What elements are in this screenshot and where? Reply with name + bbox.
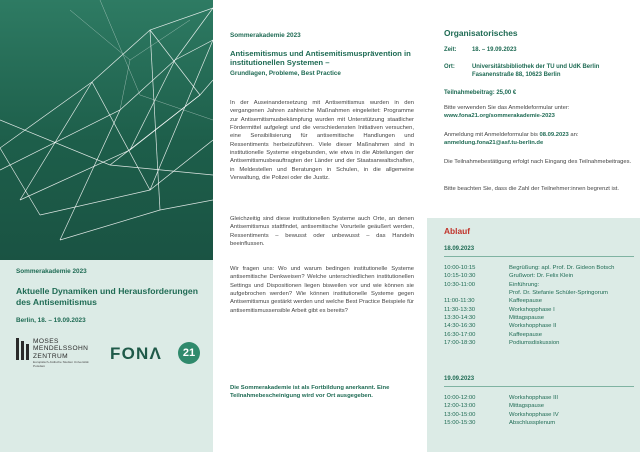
intro-title: Antisemitismus und Antisemitismusprävention in institutionellen Systemen – <box>230 49 411 68</box>
schedule-activity: Mittagspause <box>509 403 545 410</box>
form-text: Bitte verwenden Sie das Anmeldeformular unter: <box>444 105 570 111</box>
confirmation-text: Die Teilnahmebestätigung erfolgt nach Eingang des Teilnahmebeitrages. <box>444 159 632 165</box>
schedule-time: 17:00-18:30 <box>444 340 476 347</box>
schedule-activity: Prof. Dr. Stefanie Schüler-Springorum <box>509 290 608 297</box>
wireframe-illustration <box>0 0 213 260</box>
day-1-date: 18.09.2023 <box>444 246 475 252</box>
schedule-activity: Kaffeepause <box>509 298 542 305</box>
schedule-time: 10:30-11:00 <box>444 281 476 288</box>
place-value-1: Universitätsbibliothek der TU und UdK Berlin <box>472 64 600 70</box>
schedule-time: 13:30-14:30 <box>444 315 476 322</box>
intro-paragraph: Gleichzeitig sind diese institutionellen Systeme auch Orte, an denen Antisemitismus stattfindet, antisemitische Vorurteile geäußert werden, Ressentiments – bewusst oder unbewusst – das Handeln beeinflussen. <box>230 216 414 248</box>
schedule-time: 14:30-16:30 <box>444 323 476 330</box>
place-row-2 <box>444 71 561 79</box>
logo-subtitle: Europäisch-Jüdische Studien Universität Potsdam <box>33 360 89 368</box>
schedule-activity: Workshopphase I <box>509 306 555 313</box>
schedule-time: 13:00-15:00 <box>444 411 476 418</box>
logo-line-3: ZENTRUM <box>33 352 69 360</box>
schedule-box <box>427 218 640 452</box>
mmz-mark-icon <box>16 338 30 360</box>
day-2-date: 19.09.2023 <box>444 376 475 382</box>
schedule-time: 10:00-12:00 <box>444 395 476 401</box>
cover-title: Aktuelle Dynamiken und Herausforderungen des Antisemitismus <box>16 286 198 307</box>
cover-graphic <box>0 0 213 260</box>
registration-text: Anmeldung mit Anmeldeformular bis 08.09.2023 an: <box>444 132 579 138</box>
schedule-activity: Begrüßung: apl. Prof. Dr. Gideon Botsch <box>509 265 615 271</box>
cover-panel <box>0 0 213 452</box>
schedule-time: 10:15-10:30 <box>444 273 476 280</box>
registration-deadline: 08.09.2023 <box>539 132 569 138</box>
schedule-time: 11:30-13:30 <box>444 306 476 313</box>
intro-paragraph: Wir fragen uns: Wo und warum bedingen institutionelle Systeme antisemitische Denkweisen? Welche unterschiedlichen institutionellen Settings und Dispositionen liegen bisweilen vor und wie können sie aufgebrochen werden? Wie können institutionelle Systeme gegen Antisemitismus gestärkt werden und welche Best Practice Beispiele für antisemitismussensible Arbeit gibt es bereits? <box>230 266 414 314</box>
intro-panel <box>213 0 427 452</box>
schedule-activity: Grußwort: Dr. Felix Klein <box>509 273 574 280</box>
logo-line-1: MOSES <box>33 338 59 345</box>
cover-label: Sommerakademie 2023 <box>16 268 87 275</box>
intro-paragraph: In der Auseinandersetzung mit Antisemitismus wurden in den vergangenen Jahren zahlreiche Maßnahmen eingeleitet: Programme zur Antisemitismusbekämpfung wurden mit Unterstützung staatlicher Fördermittel aufgelegt und die verschiedensten Initiativen versuchen, eine Sensibilisierung für antisemitische Handlungen und Ressentiments herbeizuführen. Viele dieser Maßnahmen sind in institutionelle Systeme eingebunden, wie etwa in die Abteilungen der Antisemitismusbeauftragten der Länder und der Staatsanwaltschaften, in Meldestellen und Beratungen in Schulen, in die allgemeine Verwaltung, die Polizei oder die Justiz. <box>230 100 414 182</box>
time-label: Zeit: <box>444 47 457 53</box>
form-url-link[interactable]: www.fona21.org/sommerakademie-2023 <box>444 113 555 119</box>
logo-line-2: MENDELSSOHN <box>33 345 89 353</box>
participant-limit-text: Bitte beachten Sie, dass die Zahl der Teilnehmer:innen begrenzt ist. <box>444 186 619 192</box>
schedule-time: 10:00-10:15 <box>444 265 476 271</box>
schedule-heading: Ablauf <box>444 226 471 236</box>
cover-date: Berlin, 18. – 19.09.2023 <box>16 317 86 324</box>
schedule-activity: Abschlussplenum <box>509 420 556 427</box>
intro-label: Sommerakademie 2023 <box>230 32 301 39</box>
registration-email-link[interactable]: anmeldung.fona21@asf.tu-berlin.de <box>444 140 544 146</box>
schedule-activity: Workshopphase II <box>509 323 557 330</box>
certificate-note: Die Sommerakademie ist als Fortbildung anerkannt. Eine Teilnahmebescheinigung wird vor Ort ausgegeben. <box>230 385 390 400</box>
divider <box>444 256 634 257</box>
intro-subtitle: Grundlagen, Probleme, Best Practice <box>230 70 341 77</box>
schedule-activity: Einführung: <box>509 281 540 288</box>
schedule-activity: Mittagspause <box>509 315 545 322</box>
fona-wordmark: FONΛ <box>110 344 163 363</box>
fee-row <box>444 89 516 97</box>
schedule-activity: Workshopphase IV <box>509 411 559 418</box>
fona21-logo <box>110 342 202 364</box>
schedule-activity: Podiumsdiskussion <box>509 340 560 347</box>
schedule-activity: Workshopphase III <box>509 395 559 401</box>
schedule-time: 12:00-13:00 <box>444 403 476 410</box>
schedule-time: 15:00-15:30 <box>444 420 476 427</box>
schedule-time: 11:00-11:30 <box>444 298 475 305</box>
place-label: Ort: <box>444 64 455 70</box>
divider <box>444 386 634 387</box>
time-value: 18. – 19.09.2023 <box>472 47 517 53</box>
fona-number-badge: 21 <box>178 342 200 364</box>
schedule-activity: Kaffeepause <box>509 331 542 338</box>
fee-text: Teilnahmebeitrag: 25,00 € <box>444 90 517 96</box>
time-row <box>444 46 517 54</box>
organisation-heading: Organisatorisches <box>444 28 518 38</box>
schedule-time: 16:30-17:00 <box>444 331 476 338</box>
place-value-2: Fasanenstraße 88, 10623 Berlin <box>472 72 561 78</box>
